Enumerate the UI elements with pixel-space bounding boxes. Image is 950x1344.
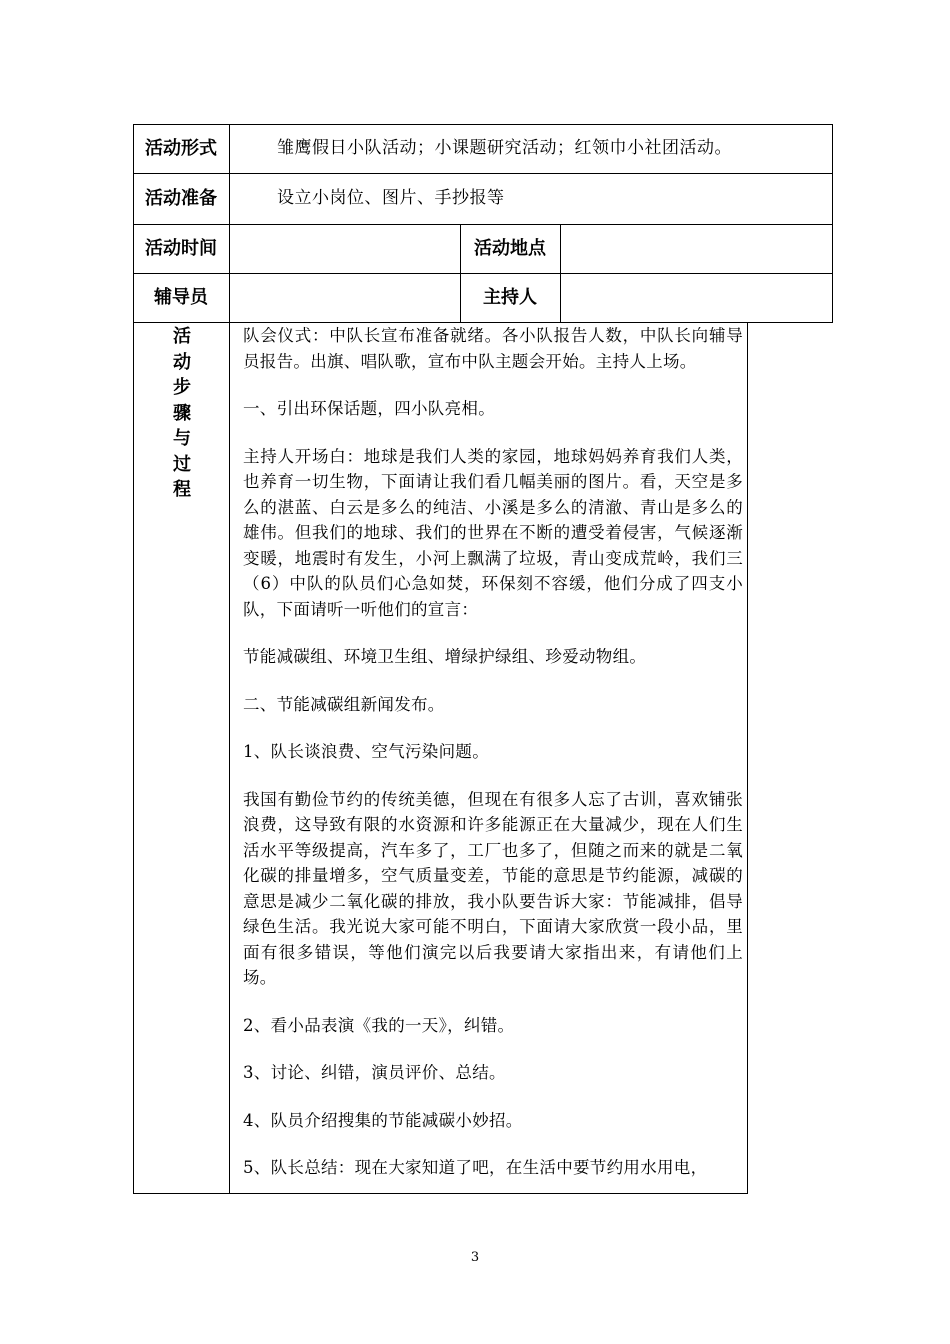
activity-place-label: 活动地点	[474, 238, 546, 259]
activity-prep-label: 活动准备	[145, 188, 217, 209]
page-number: 3	[470, 1250, 480, 1265]
paragraph-section-1: 一、引出环保话题，四小队亮相。	[243, 399, 495, 418]
steps-label-char: 动	[173, 351, 191, 373]
paragraph-ceremony: 队会仪式：中队长宣布准备就绪。各小队报告人数，中队长向辅导员报告。出旗、唱队歌，宣布中队主题会开始。主持人上场。	[243, 326, 743, 371]
steps-label-char: 过	[173, 453, 191, 475]
steps-label-char: 步	[173, 377, 191, 398]
activity-time-label: 活动时间	[145, 238, 217, 259]
paragraph-step-5: 5、队长总结：现在大家知道了吧，在生活中要节约用水用电，	[243, 1158, 708, 1177]
steps-label-char: 活	[173, 326, 191, 347]
steps-label-char: 骤	[173, 402, 191, 424]
table-column-rule	[460, 224, 461, 323]
paragraph-step-2: 2、看小品表演《我的一天》，纠错。	[243, 1015, 515, 1035]
paragraph-step-1: 1、队长谈浪费、空气污染问题。	[243, 742, 489, 761]
table-border-left	[133, 124, 134, 1194]
table-inner-right-rule	[747, 322, 748, 1194]
paragraph-step-4: 4、队员介绍搜集的节能减碳小妙招。	[243, 1110, 523, 1130]
activity-form-value: 雏鹰假日小队活动；小课题研究活动；红领巾小社团活动。	[277, 138, 732, 158]
paragraph-explanation: 我国有勤俭节约的传统美德，但现在有很多人忘了古训，喜欢铺张浪费，这导致有限的水资源和许多能源正在大量减少，现在人们生活水平等级提高，汽车多了，工厂也多了，但随之而来的就是二氧化碳的排量增多，空气质量变差，节能的意思是节约能源，减碳的意思是减少二氧化碳的排放，我小队要告诉大家：节能减排，倡导绿色生活。我光说大家可能不明白，下面请大家欣赏一段小品，里面有很多错误，等他们演完以后我要请大家指出来，有请他们上场。	[243, 789, 743, 987]
host-label: 主持人	[483, 287, 537, 308]
paragraph-host-opening: 主持人开场白：地球是我们人类的家园，地球妈妈养育我们人类，也养育一切生物，下面请让我们看几幅美丽的图片。看，天空是多么的湛蓝、白云是多么的纯洁、小溪是多么的清澈、青山是多么的雄伟。但我们的地球、我们的世界在不断的遭受着侵害，气候逐渐变暖，地震时有发生，小河上飘满了垃圾，青山变成荒岭，我们三（6）中队的队员们心急如焚，环保刻不容缓，他们分成了四支小队，下面请听一听他们的宣言：	[243, 446, 743, 619]
table-rule	[133, 224, 833, 225]
table-border-top	[133, 124, 833, 125]
counselor-label: 辅导员	[154, 287, 208, 308]
table-border-right	[832, 124, 833, 323]
process-content	[243, 323, 743, 1193]
table-border-bottom	[133, 1193, 748, 1194]
table-column-rule	[560, 224, 561, 323]
paragraph-step-3: 3、讨论、纠错，演员评价、总结。	[243, 1063, 506, 1082]
table-rule	[133, 273, 833, 274]
steps-label-char: 程	[173, 479, 191, 500]
paragraph-groups: 节能减碳组、环境卫生组、增绿护绿组、珍爱动物组。	[243, 647, 647, 666]
table-column-rule	[229, 124, 230, 1194]
activity-form-label: 活动形式	[145, 138, 217, 159]
table-rule	[133, 173, 833, 174]
steps-label-char: 与	[173, 428, 191, 449]
paragraph-section-2: 二、节能减碳组新闻发布。	[243, 694, 445, 714]
steps-process-label	[167, 324, 197, 503]
activity-prep-value: 设立小岗位、图片、手抄报等	[277, 188, 505, 208]
